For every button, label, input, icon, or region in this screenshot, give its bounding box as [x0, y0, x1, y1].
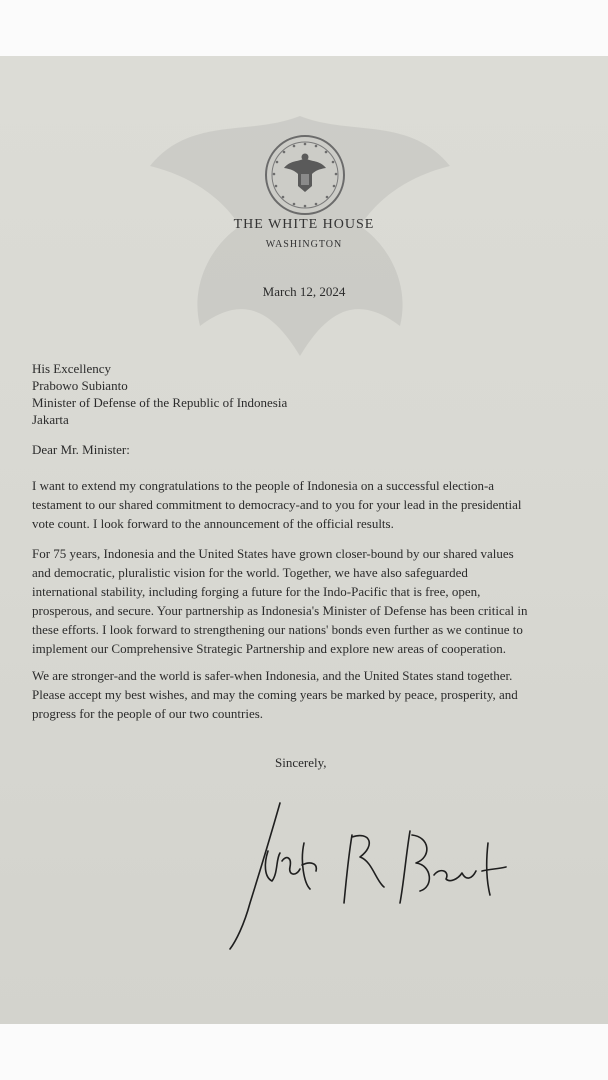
paragraph-line: I want to extend my congratulations to the people of Indonesia on a successful election-a	[32, 478, 495, 493]
letter-date: March 12, 2024	[262, 284, 346, 299]
signature-icon	[220, 791, 510, 951]
paragraph-line: Please accept my best wishes, and may the coming years be marked by peace, prosperity, and	[32, 687, 518, 702]
paragraph-1	[32, 476, 588, 533]
presidential-seal-icon	[264, 134, 346, 216]
recipient-line: His Excellency	[32, 361, 112, 376]
paragraph-line: progress for the people of our two countries.	[32, 706, 264, 721]
closing: Sincerely,	[275, 755, 327, 770]
paragraph-line: and democratic, pluralistic vision for the world. Together, we have also safeguarded	[32, 565, 468, 580]
recipient-line: Minister of Defense of the Republic of Indonesia	[32, 395, 288, 410]
bottom-background	[0, 1024, 608, 1080]
paragraph-line: vote count. I look forward to the announcement of the official results.	[32, 516, 394, 531]
paragraph-line: international stability, including forging a future for the Indo-Pacific that is free, open,	[32, 584, 481, 599]
recipient-line: Prabowo Subianto	[32, 378, 128, 393]
paragraph-line: For 75 years, Indonesia and the United States have grown closer-bound by our shared values	[32, 546, 514, 561]
paragraph-line: implement our Comprehensive Strategic Partnership and explore new areas of cooperation.	[32, 641, 506, 656]
paragraph-2	[32, 544, 588, 658]
letterhead-title: THE WHITE HOUSE	[233, 217, 375, 232]
salutation: Dear Mr. Minister:	[32, 442, 130, 457]
paragraph-line: We are stronger-and the world is safer-when Indonesia, and the United States stand together.	[32, 668, 513, 683]
paragraph-line: these efforts. I look forward to strengthening our nations' bonds even further as we continue to	[32, 622, 523, 637]
paragraph-3	[32, 666, 588, 723]
top-background	[0, 0, 608, 56]
letter-page	[0, 56, 608, 1024]
paragraph-line: prosperous, and secure. Your partnership as Indonesia's Minister of Defense has been critical in	[32, 603, 528, 618]
letterhead-subtitle: WASHINGTON	[265, 239, 343, 250]
recipient-address	[32, 360, 287, 428]
recipient-line: Jakarta	[32, 412, 69, 427]
paragraph-line: testament to our shared commitment to democracy-and to you for your lead in the presidential	[32, 497, 522, 512]
